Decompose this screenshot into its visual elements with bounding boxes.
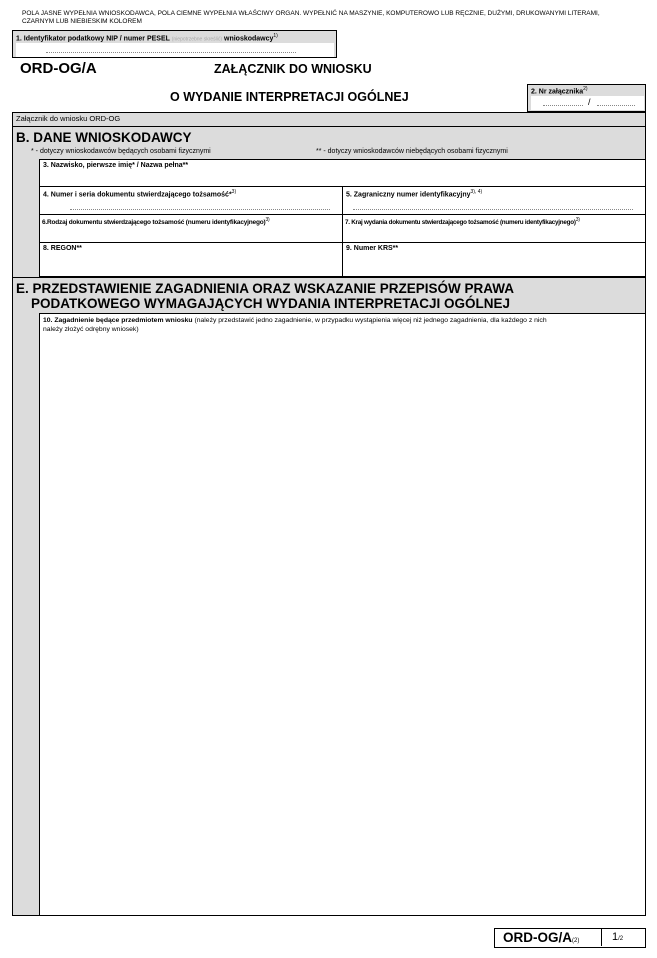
footer-code-box [494,928,646,948]
field-2-separator: / [588,97,591,107]
section-b-note-star: * - dotyczy wnioskodawców będących osobami fizycznymi [31,148,211,155]
section-e-title-1: E. PRZEDSTAWIENIE ZAGADNIENIA ORAZ WSKAZANIE PRZEPISÓW PRAWA [16,281,515,296]
footer-code: ORD-OG/A(2) [503,930,580,945]
field-4-label: 4. Numer i seria dokumentu stwierdzającego tożsamość*$^{3)}$ [43,189,237,199]
field-8-regon[interactable] [39,242,343,277]
section-b-title: B. DANE WNIOSKODAWCY [16,130,192,145]
field-3-name[interactable] [39,159,646,187]
attachment-note: Załącznik do wniosku ORD-OG [16,114,121,123]
field-7-label: 7. Kraj wydania dokumentu stwierdzającego tożsamość (numeru identyfikacyjnego)$^{3)}$ [345,217,580,227]
attachment-note-row [12,112,646,126]
section-b-note-dstar: ** - dotyczy wnioskodawców niebędących osobami fizycznymi [316,148,508,155]
field-2-input[interactable] [531,96,644,110]
footer-page-number: 1/2 [612,931,624,943]
field-5-foreign-id[interactable] [342,186,646,215]
field-2-label: 2. Nr załącznika$^{2)}$ [531,86,588,96]
field-6-label: 6.Rodzaj dokumentu stwierdzającego tożsamość (numeru identyfikacyjnego)$^{3)}$ [42,217,270,227]
field-1-input[interactable] [16,43,334,57]
form-code: ORD-OG/A [20,60,97,77]
section-e [12,277,646,916]
title-line-2: O WYDANIE INTERPRETACJI OGÓLNEJ [170,90,409,104]
title-line-1: ZAŁĄCZNIK DO WNIOSKU [214,62,372,76]
field-9-label: 9. Numer KRS** [346,245,399,252]
field-10-label: 10. Zagadnienie będące przedmiotem wniosku (należy przedstawić jedno zagadnienie, w przypadku wystąpienia więcej niż jednego zagadnienia, dla każdego z nich należy złożyć odrębny wniosek) [43,317,547,333]
section-b [12,126,646,278]
field-9-krs[interactable] [342,242,646,277]
form-instructions: POLA JASNE WYPEŁNIA WNIOSKODAWCA, POLA CIEMNE WYPEŁNIA WŁAŚCIWY ORGAN. WYPEŁNIĆ NA MASZYNIE, KOMPUTEROWO LUB RĘCZNIE, DUŻYMI, DRUKOWANYMI LITERAMI, CZARNYM LUB NIEBIESKIM KOLOREM [22,10,600,25]
footer-page-separator [601,929,602,946]
field-1-box[interactable] [12,30,337,58]
field-6-document-type[interactable] [39,214,343,243]
field-4-document-number[interactable] [39,186,343,215]
field-10-issue[interactable] [39,313,646,916]
section-e-title-2: PODATKOWEGO WYMAGAJĄCYCH WYDANIA INTERPRETACJI OGÓLNEJ [31,296,511,311]
field-7-issuing-country[interactable] [342,214,646,243]
field-3-label: 3. Nazwisko, pierwsze imię* / Nazwa pełna** [43,162,189,169]
field-2-box[interactable] [527,84,646,112]
field-1-label: 1. Identyfikator podatkowy NIP / numer PESEL (niepotrzebne skreślić) wnioskodawcy$^{1)}$ [16,33,278,43]
field-5-label: 5. Zagraniczny numer identyfikacyjny$^{3), 4)}$ [346,189,483,199]
field-8-label: 8. REGON** [43,245,82,252]
